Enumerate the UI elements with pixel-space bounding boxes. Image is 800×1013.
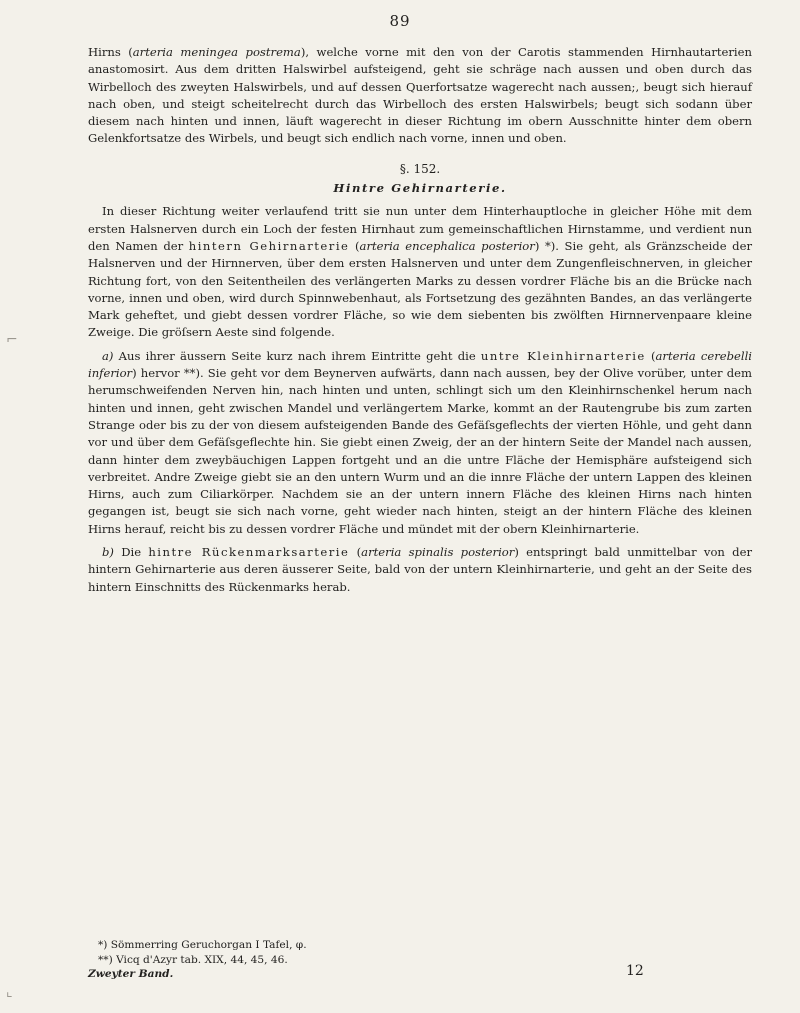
page-number: 89 <box>389 12 411 30</box>
text-run: In dieser Richtung weiter verlaufend tritt sie nun unter dem Hinterhauptloche in gleicher Höhe mit dem ersten Halsnerven durch ein Loch der festen Hirnhaut zum gemeinschaftlichen Hirnstamme, und verdient nun den Namen der <box>88 204 752 253</box>
margin-mark-icon: ⌐ <box>6 332 18 348</box>
footnote: **) Vicq d'Azyr tab. XIX, 44, 45, 46. <box>98 953 288 966</box>
text-run: ) entspringt bald unmittelbar von der hintern Gehirnarterie aus deren äusserer Seite, bald von der untern Kleinhirnarterie, und geht an der Seite des hintern Einschnitts des Rückenmarks herab. <box>88 545 752 594</box>
latin-term: arteria encephalica posterior <box>359 238 535 253</box>
text-run: Aus ihrer äussern Seite kurz nach ihrem Eintritte geht die <box>113 348 481 363</box>
text-run: ) *). Sie geht, als Gränzscheide der Halsnerven und der Hirnnerven, über dem ersten Halsnerven und unter dem Zungenfleischnerven, in gleicher Richtung fort, von den Seitentheilen des verlängerten Marks zu dessen vordrer Fläche bis an die Brücke nach vorne, innen und oben, wird durch Spinnwebenhaut, als Fortsetzung des gezähnten Bandes, an das verlängerte Mark geheftet, und giebt dessen vordrer Fläche, so wie dem siebenten bis zwölften Hirnnervenpaare kleine Zweige. Die gröſsern Aeste sind folgende. <box>88 238 752 340</box>
spaced-term: hintern Gehirnarterie <box>188 238 350 253</box>
spaced-term: hintre Rückenmarksarterie <box>148 545 350 560</box>
paragraph-continued <box>88 44 752 148</box>
section-title: Hintre Gehirnarterie. <box>333 181 507 196</box>
text-run: ( <box>349 545 362 560</box>
signature-row <box>88 963 752 982</box>
signature-mark: Zweyter Band. <box>88 968 174 980</box>
latin-term: arteria spinalis posterior <box>361 545 515 560</box>
signature-number: 12 <box>626 963 644 979</box>
item-label: a) <box>102 348 114 363</box>
margin-mark-icon: ⌞ <box>6 984 13 1000</box>
body-text <box>88 44 752 596</box>
paragraph-a <box>88 348 752 538</box>
spaced-term: untre Kleinhirnarterie <box>480 348 646 363</box>
text-run: ( <box>645 348 656 363</box>
footnote: *) Sömmerring Geruchorgan I Tafel, φ. <box>98 939 307 951</box>
text-run: ), welche vorne mit den von der Carotis stammenden Hirnhautarterien anastomosirt. Aus dem dritten Halswirbel aufsteigend, geht sie schräge nach aussen und oben durch das Wirbelloch des zweyten Halswirbels, und auf dessen Querfortsatze wagerecht nach aussen;, beugt sich hierauf nach oben, und steigt scheitelrecht durch das Wirbelloch des ersten Halswirbels; beugt sich sodann über diesem nach hinten und innen, läuft wagerecht in dieser Richtung im obern Ausschnitte hinter dem obern Gelenkfortsatze des Wirbels, und beugt sich endlich nach vorne, innen und oben. <box>88 45 752 146</box>
section-number: §. 152. <box>399 161 441 176</box>
text-run: Die <box>113 545 149 560</box>
footnotes <box>88 938 752 982</box>
paragraph-main <box>88 203 752 341</box>
text-run: ( <box>349 238 360 253</box>
paragraph-b <box>88 544 752 596</box>
text-run: ) hervor **). Sie geht vor dem Beynerven aufwärts, dann nach aussen, bey der Olive vorüber, unter dem herumschweifenden Nerven hin, nach hinten und unten, schlingt sich um den Kleinhirnschenkel herum nach hinten und innen, geht zwischen Mandel und verlängertem Marke, kommt an der Rautengrube bis zum zarten Strange oder bis zu der von diesem aufsteigenden Bande des Gefäſsgeflechts der vierten Höhle, und geht dann vor und über dem Gefäſsgeflechte hin. Sie giebt einen Zweig, der an der hintern Seite der Mandel nach aussen, dann hinter dem zweybäuchigen Lappen fortgeht und an die untre Fläche der Hemisphäre aufsteigend sich verbreitet. Andre Zweige giebt sie an den untern Wurm und an die innre Fläche der untern Lappen des kleinen Hirns, auch zum Ciliarkörper. Nachdem sie an der untern innern Fläche des kleinen Hirns nach hinten gegangen ist, beugt sie sich nach vorne, geht wieder nach hinten, steigt an der hintern Fläche des kleinen Hirns herauf, reicht bis zu dessen vordrer Fläche und mündet mit der obern Kleinhirnarterie. <box>88 366 752 536</box>
text-run: Hirns ( <box>88 45 133 59</box>
latin-term: arteria cerebelli inferior <box>88 348 752 381</box>
item-label: b) <box>102 545 114 560</box>
latin-term: arteria meningea postrema <box>132 45 301 59</box>
